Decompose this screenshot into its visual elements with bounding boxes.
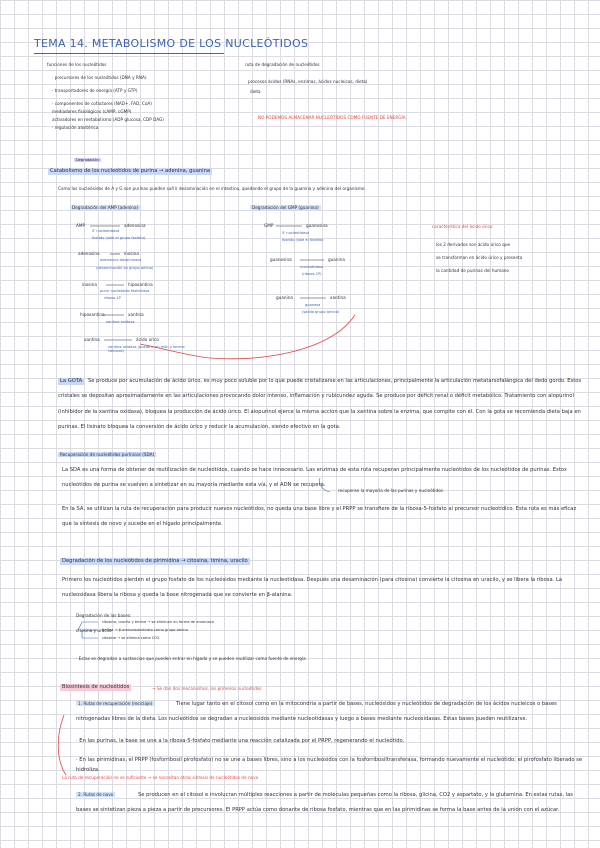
de-novo-text: Se producen en el citosol e involucran múltiples reacciones a partir de moléculas pequeñas como la ribosa, glicina, CO2 y aspartato, y la glutamina. En estas rutas, las bases se sintetizan pieza a pieza a partir de precursores. El PRPP actúa como donante de ribosa fosfato, mientras que en las pirimidinas se forma la base antes de la unión con el azúcar. [76, 792, 573, 814]
gota-paragraph: Se produce por acumulación de ácido úrico, es muy poco soluble por lo que puede cristalizarse en las articulaciones, principalmente la articulación metatarsofalángica del dedo gordo. Estos cristales se depositan aproximadamente en las articulaciones provocando dolor intenso, inflamación y rubicundez aguda. Se produce por déficit renal o déficit metabólico. Tratamiento con alopurinol (inhibidor de la xantina oxidasa), bloquea la producción de ácido úrico. El alopurinol ejerce la misma acción que la xantina sobre la enzima, que compite con él. Con la gota se recomienda dieta baja en purinas. El lisinato bloquea la conversión de ácido úrico y reducir la acumulación, siendo efectivo en la gota. [58, 378, 582, 430]
uric-acid-line: la cantidad de purinas del humano [436, 268, 509, 273]
amp-note: fosfato (sale el grupo fosfato) [92, 236, 146, 240]
functions-item: · componentes de cofactores (NAD+, FAD, CoA) [52, 101, 152, 106]
gmp-note: (ribosa-1P) [302, 272, 322, 276]
salvage-route-title: 1. Rutas de recuperación (reciclaje) [78, 701, 153, 706]
enzimas-note: recuperan la mayoría de las purinas y nucleótidos [338, 488, 443, 493]
pyrimidine-paragraph: Primero los nucleótidos pierden el grupo fosfato de los nucleósidos mediante la nucleotidasa. Después una desaminación (para citosina) convierte la citosina en uracilo, y se libera la ribosa. La nucleosidasa libera la ribosa y queda la base nitrogenada que se convierte en β-alanina. [62, 577, 563, 599]
gmp-step: guanina [328, 257, 345, 262]
functions-item: · precursores de los nucleótidos (DNA y RNA) [52, 75, 147, 80]
uric-acid-line: se transforman en ácido úrico y presenta [436, 255, 523, 260]
degradation-side-line: dieta [250, 89, 261, 94]
gmp-note: fosfato (sale el fosfato) [282, 238, 324, 242]
gmp-note: nucleotidasa [300, 265, 323, 269]
degradation-side-line: procesos ácidos (RNAs, enzimas, ácidos nucleicos, dieta) [248, 79, 368, 84]
purine-catabolism-heading: Catabolismo de los nucleótidos de purina → adenina, guanina [50, 168, 211, 174]
gmp-step: guanina [276, 295, 293, 300]
amp-note: xantina oxidasa (puede ir al riñón y formar cálculos) [108, 345, 186, 354]
amp-step: adenosina [124, 223, 146, 228]
pyrimidine-base-label: citosina y uracilo [76, 628, 112, 633]
salvage-route-text: Tiene lugar tanto en el citosol como en la mitocondria a partir de bases, nucleósidos y nucleótidos de degradación de los ácidos nucleicos o bases nitrogenadas libres de la dieta. Los nucleótidos se degradan a nucleósidos mediante nucleotidasas y luego a bases mediante nucleosidasas. Estas bases pueden reutilizarse. [76, 701, 557, 723]
functions-item: · regulación alostérica [52, 125, 99, 130]
amp-step: AMP [76, 223, 86, 228]
amp-note: ribosa-1P [104, 296, 121, 300]
amp-note: (desaminación en grupo amino) [96, 266, 154, 270]
pyrimidine-branch: citosina → se elimina como CO2 [102, 636, 160, 640]
biosynthesis-heading: Biosíntesis de nucleótidos [62, 684, 130, 690]
gmp-step: guanosina [270, 257, 292, 262]
pyrimidine-heading: Degradación de los nucleótidos de pirimidina → citosina, timina, uracilo [62, 558, 248, 564]
functions-heading: funciones de los nucleótidos [47, 62, 107, 67]
gmp-step: guanosina [306, 223, 328, 228]
amp-note: adenosina desaminasa [100, 258, 142, 262]
amp-degradation-box: Degradación del AMP (adenina) [72, 205, 139, 210]
amp-step: ácido úrico [136, 337, 159, 342]
amp-step: inosina [124, 251, 139, 256]
biosynthesis-red-heading: → Se dan dos mecanismos, los primeros nucleótidos [152, 686, 262, 691]
amp-note: purin nucleósido fosforilasa [100, 289, 150, 293]
amp-step: hipoxantina [80, 312, 105, 317]
pyrimidine-note: · Estas se degradan a sustancias que pueden entrar en hígado y se pueden reutilizar como fuente de energía [76, 656, 306, 661]
purine-catabolism-intro: Como los nucleósidos de A y G son purinas pueden sufrir desaminación en el intestino, quedando el grupo de la guanina y adenina del organismo. [58, 186, 366, 191]
gota-label: La GOTA [60, 378, 83, 384]
gmp-note: (salida grupo amino) [302, 310, 340, 314]
pyrimidine-case: · En las pirimidinas, el PRPP (fosforribosil pirofosfato) no se une a bases libres, sino a los nucleósidos con la fosforribosiltransferasa, formando nuevamente el nucleótido; el pirofosfato liberado se hidroliza. [76, 757, 583, 773]
gmp-note: guanasa [305, 303, 321, 307]
amp-step: hipoxantina [128, 282, 153, 287]
gmp-step: xantina [330, 295, 346, 300]
amp-note: 5' nucleotidasa [92, 229, 120, 233]
no-storage-note: NO PODEMOS ALMACENAR NUCLEÓTIDOS COMO FUENTE DE ENERGÍA [258, 115, 406, 120]
gmp-step: GMP [264, 223, 274, 228]
uric-acid-heading: característica del ácido úrico [432, 224, 493, 229]
functions-item: · transportadores de energía (ATP y GTP) [52, 88, 138, 93]
salvage-heading: Recuperación de nucleótidos purínicos (SDA) [60, 452, 155, 457]
salvage-paragraph: En la SA, se utilizan la ruta de recuperación para producir nuevos nucleótidos, no queda una base libre y el PRPP se transfiere de la ribosa-5-fosfato al precursor nucleotídico. Esta ruta es más eficaz que la síntesis de novo y sucede en el hígado principalmente. [62, 506, 577, 528]
salvage-paragraph: La SDA es una forma de obtener de reutilización de nucleótidos, cuando se hace innecesario. Las enzimas de esta ruta recuperan principalmente nucleótidos de los nucleótidos de purinas. Estos nucleótidos de purina se vuelven a sintetizar en su mayoría mediante esta vía, y el ADN se recupera. [62, 467, 567, 489]
degradation-side-heading: ruta de degradación de nucleótidos [245, 62, 320, 67]
purine-case: · En las purinas, la base se une a la ribosa-5-fosfato mediante una reacción catalizada por el PRPP, regenerando el nucleótido. [76, 738, 405, 744]
amp-note: xantina oxidasa [106, 320, 135, 324]
gmp-degradation-box: Degradación del GMP (guanina) [252, 205, 319, 210]
amp-step: xantina [84, 337, 100, 342]
uric-acid-line: los 2 derivados son ácido úrico que [436, 242, 511, 247]
pyrimidine-list-heading: Degradación de las bases: [76, 613, 132, 618]
functions-item: activadores en metabolismo (ADP glucosa, CDP DAG) [52, 117, 164, 122]
de-novo-title: 2. Rutas de novo [78, 792, 114, 797]
degradation-tag: Degradación [76, 158, 99, 162]
biosynthesis-red-note: La ruta de recuperación no es suficiente → se necesitan otras síntesis de nucleótidos de novo [62, 775, 259, 780]
pyrimidine-branch: timina → β-aminoisobutirato como grupo amino [102, 628, 188, 632]
pyrimidine-branch: citosina, uracilo y timina → se eliminan en forma de amoniaco [102, 620, 214, 624]
amp-step: inosina [82, 282, 97, 287]
amp-step: adenosina [78, 251, 100, 256]
gmp-note: 5' nucleotidasa [282, 231, 310, 235]
amp-step: xantina [128, 312, 144, 317]
functions-item: mediadores fisiológicos (cAMP, cGMP) [52, 109, 132, 114]
page-title: TEMA 14. METABOLISMO DE LOS NUCLEÓTIDOS [34, 37, 309, 50]
